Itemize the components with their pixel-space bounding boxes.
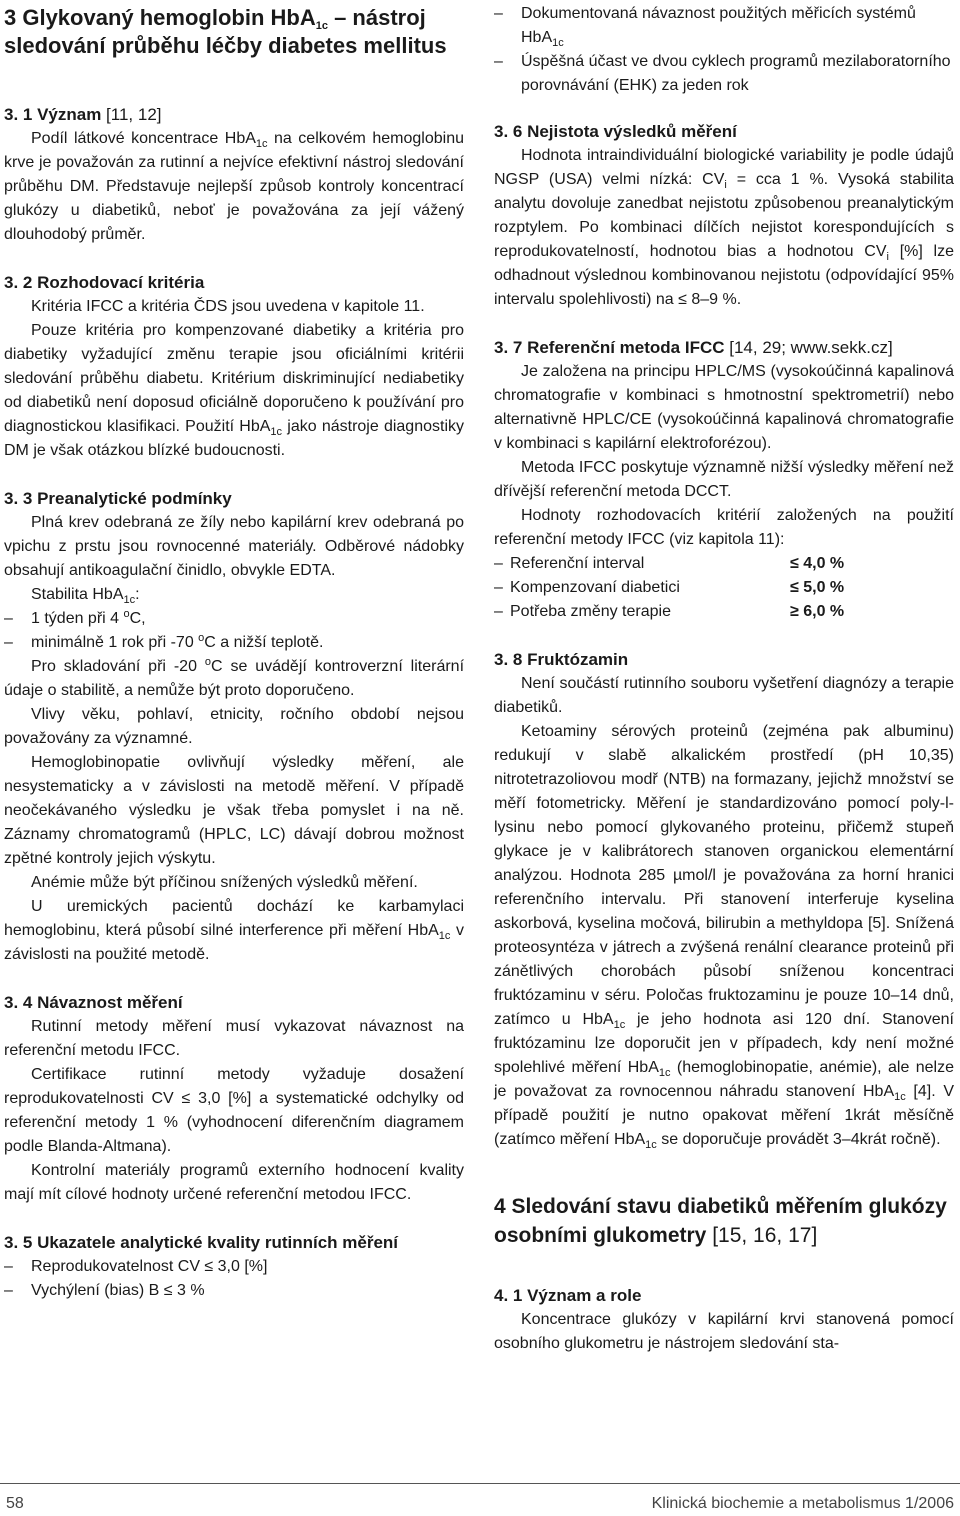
section-3-3-stability: Stabilita HbA$_{1c}$: [31, 586, 140, 606]
quality-item-1: – Reprodukovatelnost CV ≤ 3,0 [%] [4, 1258, 268, 1275]
section-3-3-text-4: Vlivy věku, pohlaví, etnicity, ročního období nejsou považovány za významné. [4, 706, 464, 747]
section-3-5-heading: 3. 5 Ukazatele analytické kvality rutinních měření [4, 1233, 399, 1252]
section-3-7-heading: 3. 7 Referenční metoda IFCC [14, 29; www.sekk.cz] [494, 338, 893, 357]
section-3-8-heading: 3. 8 Fruktózamin [494, 650, 629, 669]
chapter-4-title: 4 Sledování stavu diabetiků měřením glukózy osobními glukometry [15, 16, 17] [494, 1195, 947, 1247]
section-4-1-text: Koncentrace glukózy v kapilární krvi stanovená pomocí osobního glukometru je nástrojem sledování sta- [494, 1311, 954, 1352]
section-3-7-text-3: Hodnoty rozhodovacích kritérií založených na použití referenční metody IFCC (viz kapitola 11): [494, 507, 954, 548]
stability-item-2: – minimálně 1 rok při -70 $^o$C a nižší teplotě. [4, 632, 324, 651]
section-3-3-text-5: Hemoglobinopatie ovlivňují výsledky měření, ale nesystematicky a v závislosti na metodě měření. V případě neočekávaného výsledku je však třeba pomyslet i na ně. Záznamy chromatogramů (HPLC, LC) dávají dobrou možnost zpětné kontroly jejich výskytu. [4, 754, 464, 867]
section-3-1-heading: 3. 1 Význam [11, 12] [4, 105, 162, 124]
section-3-8-text-2: Ketoaminy sérových proteinů (zejména pak albuminu) redukují v slabě alkalickém prostředí (pH 10,35) nitrotetrazoliovou modř (NTB) na formazany, jejichž množství se měří fotometricky. Měření je standardizováno pomocí poly-l-lysinu nebo pomocí glykovaného proteinu, přičemž stupeň glykace je v kalibrátorech stanoven organickou elementární analýzou. Hodnota 285 µmol/l je považována za horní hranici referenčního intervalu. Při stanovení interferuje kyselina askorbová, kyselina močová, bilirubin a methyldopa [5]. Snížená proteosyntéza v játrech a zvýšená renální clearance proteinů při zánětlivých chorobách působí sníženou koncentraci fruktózaminu v séru. Poločas fruktozaminu je pouze 10–14 dnů, zatímco u HbA$_{1c}$ je jeho hodnota asi 120 dní. Stanovení fruktózaminu lze doporučit jen v případech, kdy není možné spolehlivé měření HbA$_{1c}$ (hemoglobinopatie, anémie), ale nelze je považovat za rovnocennou náhradu stanovení HbA$_{1c}$ [4]. V případě použití je nutno opakovat měření 1krát měsíčně (zatímco měření HbA$_{1c}$ se doporučuje provádět 3–4krát ročně). [494, 723, 954, 1151]
criterion-therapy-change: – Potřeba změny terapie ≥ 6,0 % [494, 603, 845, 620]
section-3-3-text-7: U uremických pacientů dochází ke karbamylaci hemoglobinu, která působí silné interference při měření HbA$_{1c}$ v závislosti na použité metodě. [4, 898, 464, 963]
section-3-4-text-3: Kontrolní materiály programů externího hodnocení kvality mají mít cílové hodnoty určené referenční metodou IFCC. [4, 1162, 464, 1203]
section-3-3-text-1: Plná krev odebraná ze žíly nebo kapilární krev odebraná po vpichu z prstu jsou rovnocenné materiály. Odběrové nádobky obsahují antikoagulační činidlo, obvykle EDTA. [4, 514, 464, 579]
section-3-7-text-1: Je založena na principu HPLC/MS (vysokoúčinná kapalinová chromatografie v kombinaci s hmotnostní spektrometrií) nebo alternativně HPLC/CE (vysokoúčinná kapalinová chromatografie v kombinaci s kapilární elektroforézou). [494, 363, 954, 452]
section-3-6-text: Hodnota intraindividuální biologické variability je podle údajů NGSP (USA) velmi nízká: $CV_i$ = cca 1 %. Vysoká stabilita analytu dovoluje zanedbat nejistotu způsobenou preanalytickým rozptylem. Po kombinaci dílčích nejistot korespondujících s reprodukovatelností, hodnotou bias a hodnotou $CV_i$ [%] lze odhadnout výslednou kombinovanou nejistotu (odpovídající 95% intervalu spolehlivosti) na ≤ 8–9 %. [494, 147, 954, 308]
section-3-2-text-2: Pouze kritéria pro kompenzované diabetiky a kritéria pro diabetiky vyžadující změnu terapie jsou oficiálními kritérii sledování průběhu diabetu. Kritérium diskriminující nediabetiky od diabetiků není doposud oficiálně doporučeno k používání pro diagnostickou klasifikaci. Použití HbA$_{1c}$ jako nástroje diagnostiky DM je však otázkou blízké budoucnosti. [4, 322, 464, 459]
left-column [4, 0, 464, 1303]
section-3-6-heading: 3. 6 Nejistota výsledků měření [494, 122, 737, 141]
criterion-compensated: – Kompenzovaní diabetici ≤ 5,0 % [494, 579, 845, 596]
section-3-2-text-1: Kritéria IFCC a kritéria ČDS jsou uvedena v kapitole 11. [31, 298, 425, 315]
section-3-4-text-2: Certifikace rutinní metody vyžaduje dosažení reprodukovatelnosti CV ≤ 3,0 [%] a systematické odchylky od referenční metody 1 % (vyhodnocení diferenčním diagramem podle Blanda-Altmana). [4, 1066, 464, 1155]
journal-name: Klinická biochemie a metabolismus 1/2006 [651, 1495, 954, 1512]
right-column [494, 0, 954, 1356]
footer-divider [0, 1483, 960, 1484]
page-number: 58 [6, 1495, 24, 1512]
section-4-1-heading: 4. 1 Význam a role [494, 1286, 642, 1305]
quality-item-2: – Vychýlení (bias) B ≤ 3 % [4, 1282, 205, 1299]
chapter-3-title: 3 Glykovaný hemoglobin HbA$_{1c}$ – nástroj sledování průběhu léčby diabetes mellitus [4, 5, 447, 58]
stability-item-1: – 1 týden při 4 $^o$C, [4, 608, 146, 627]
section-3-8-text-1: Není součástí rutinního souboru vyšetření diagnózy a terapie diabetiků. [494, 675, 954, 716]
criterion-reference-interval: – Referenční interval ≤ 4,0 % [494, 555, 845, 572]
section-3-1-text: Podíl látkové koncentrace HbA$_{1c}$ na celkovém hemoglobinu krve je považován za rutinní a nejvíce efektivní nástroj sledování průběhu DM. Představuje nejlepší způsob kontroly koncentrací glukózy u diabetiků, neboť je považována za její vážený dlouhodobý průměr. [4, 130, 464, 243]
section-3-7-text-2: Metoda IFCC poskytuje významně nižší výsledky měření než dřívější referenční metoda DCCT. [494, 459, 954, 500]
traceability-item-2: – Úspěšná účast ve dvou cyklech programů mezilaboratorního porovnávání (EHK) za jeden rok [494, 53, 951, 94]
section-3-3-text-3: Pro skladování při -20 $^o$C se uvádějí kontroverzní literární údaje o stabilitě, a nemůže být proto doporučeno. [4, 656, 465, 699]
section-3-4-heading: 3. 4 Návaznost měření [4, 993, 183, 1012]
section-3-3-text-6: Anémie může být příčinou snížených výsledků měření. [31, 874, 418, 891]
section-3-4-text-1: Rutinní metody měření musí vykazovat návaznost na referenční metodu IFCC. [4, 1018, 464, 1059]
section-3-3-heading: 3. 3 Preanalytické podmínky [4, 489, 232, 508]
section-3-2-heading: 3. 2 Rozhodovací kritéria [4, 273, 205, 292]
traceability-item-1: – Dokumentovaná návaznost použitých měřicích systémů HbA$_{1c}$ [494, 5, 916, 49]
